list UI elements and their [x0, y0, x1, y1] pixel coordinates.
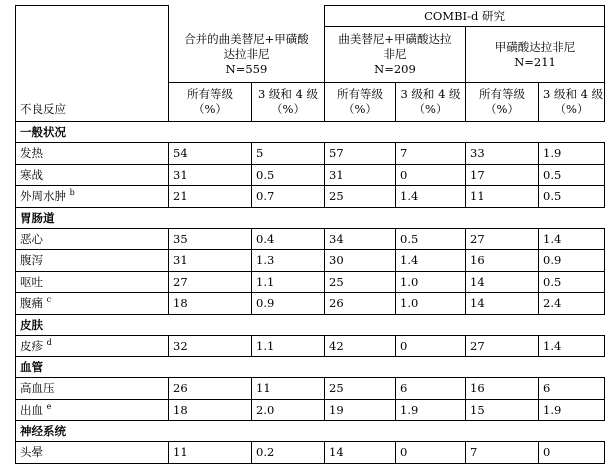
header-all-grades: 所有等级 （%）	[169, 83, 252, 122]
adverse-reaction-label: 出血	[20, 402, 43, 417]
value-cell: 31	[325, 164, 396, 186]
header-study: COMBI-d 研究	[325, 6, 605, 27]
value-cell: 14	[466, 293, 539, 315]
value-cell: 1.4	[539, 228, 605, 250]
value-cell: 0.5	[539, 186, 605, 208]
value-cell: 0	[539, 442, 605, 464]
value-cell: 21	[169, 186, 252, 208]
value-cell: 7	[396, 143, 466, 165]
value-cell: 31	[169, 250, 252, 272]
table-row	[16, 271, 605, 293]
value-cell: 14	[466, 271, 539, 293]
adverse-reactions-table	[15, 5, 605, 464]
value-cell: 26	[325, 293, 396, 315]
value-cell: 27	[466, 335, 539, 357]
adverse-reaction-name	[16, 335, 169, 357]
value-cell: 6	[539, 378, 605, 400]
value-cell: 1.1	[252, 335, 325, 357]
value-cell: 25	[325, 378, 396, 400]
table-row	[16, 143, 605, 165]
value-cell: 2.4	[539, 293, 605, 315]
value-cell: 0.9	[539, 250, 605, 272]
value-cell: 34	[325, 228, 396, 250]
table-row	[16, 250, 605, 272]
adverse-reaction-label: 腹泻	[20, 253, 43, 268]
value-cell: 27	[169, 271, 252, 293]
value-cell: 1.1	[252, 271, 325, 293]
value-cell: 11	[466, 186, 539, 208]
value-cell: 1.3	[252, 250, 325, 272]
header-grade34: 3 级和 4 级 （%）	[252, 83, 325, 122]
adverse-reaction-label: 寒战	[20, 167, 43, 182]
value-cell: 15	[466, 399, 539, 421]
header-all-grades: 所有等级 （%）	[325, 83, 396, 122]
value-cell: 1.0	[396, 293, 466, 315]
value-cell: 32	[169, 335, 252, 357]
value-cell: 16	[466, 378, 539, 400]
adverse-reaction-label: 皮疹	[20, 338, 43, 353]
value-cell: 27	[466, 228, 539, 250]
value-cell: 1.4	[396, 186, 466, 208]
value-cell: 42	[325, 335, 396, 357]
value-cell: 1.4	[539, 335, 605, 357]
table-row	[16, 442, 605, 464]
header-adverse-reaction: 不良反应	[16, 6, 169, 122]
value-cell: 0	[396, 335, 466, 357]
value-cell: 7	[466, 442, 539, 464]
adverse-reaction-name	[16, 293, 169, 315]
value-cell: 0.5	[396, 228, 466, 250]
adverse-reaction-name	[16, 164, 169, 186]
table-row	[16, 335, 605, 357]
header-group-pooled: 合并的曲美替尼+甲磺酸 达拉非尼 N=559	[169, 27, 325, 83]
value-cell: 0.7	[252, 186, 325, 208]
table-row	[16, 164, 605, 186]
value-cell: 2.0	[252, 399, 325, 421]
value-cell: 5	[252, 143, 325, 165]
adverse-reaction-label: 恶心	[20, 231, 43, 246]
value-cell: 0.5	[252, 164, 325, 186]
value-cell: 17	[466, 164, 539, 186]
value-cell: 54	[169, 143, 252, 165]
value-cell: 1.9	[396, 399, 466, 421]
table-row	[16, 399, 605, 421]
section-header	[16, 421, 605, 442]
value-cell: 57	[325, 143, 396, 165]
adverse-reaction-name	[16, 442, 169, 464]
table-row	[16, 293, 605, 315]
section-header	[16, 122, 605, 143]
header-blank	[169, 6, 325, 27]
adverse-reaction-name	[16, 399, 169, 421]
value-cell: 30	[325, 250, 396, 272]
value-cell: 11	[252, 378, 325, 400]
value-cell: 6	[396, 378, 466, 400]
value-cell: 35	[169, 228, 252, 250]
header-all-grades: 所有等级 （%）	[466, 83, 539, 122]
footnote-marker: e	[46, 401, 52, 411]
section-header	[16, 207, 605, 228]
adverse-reaction-name	[16, 250, 169, 272]
adverse-reaction-name	[16, 186, 169, 208]
value-cell: 25	[325, 186, 396, 208]
adverse-reaction-name	[16, 378, 169, 400]
header-group-mono: 甲磺酸达拉非尼 N=211	[466, 27, 605, 83]
value-cell: 31	[169, 164, 252, 186]
adverse-reaction-label: 高血压	[20, 381, 55, 396]
footnote-marker: d	[46, 337, 52, 347]
table-row	[16, 378, 605, 400]
adverse-reaction-label: 发热	[20, 146, 43, 161]
section-title: 神经系统	[16, 421, 605, 442]
header-grade34: 3 级和 4 级 （%）	[396, 83, 466, 122]
value-cell: 0	[396, 442, 466, 464]
footnote-marker: b	[69, 188, 75, 198]
footnote-marker: c	[46, 295, 52, 305]
section-header	[16, 314, 605, 335]
value-cell: 14	[325, 442, 396, 464]
adverse-reaction-label: 外周水肿	[20, 189, 66, 204]
table-row	[16, 186, 605, 208]
value-cell: 18	[169, 399, 252, 421]
adverse-reaction-name	[16, 271, 169, 293]
value-cell: 1.4	[396, 250, 466, 272]
value-cell: 19	[325, 399, 396, 421]
table-row	[16, 228, 605, 250]
value-cell: 25	[325, 271, 396, 293]
adverse-reaction-label: 呕吐	[20, 274, 43, 289]
value-cell: 0.5	[539, 271, 605, 293]
value-cell: 1.9	[539, 399, 605, 421]
header-group-combo: 曲美替尼+甲磺酸达拉 非尼 N=209	[325, 27, 466, 83]
value-cell: 0	[396, 164, 466, 186]
value-cell: 1.9	[539, 143, 605, 165]
section-title: 皮肤	[16, 314, 605, 335]
value-cell: 0.4	[252, 228, 325, 250]
value-cell: 1.0	[396, 271, 466, 293]
section-title: 胃肠道	[16, 207, 605, 228]
adverse-reaction-name	[16, 228, 169, 250]
value-cell: 0.9	[252, 293, 325, 315]
value-cell: 33	[466, 143, 539, 165]
section-title: 血管	[16, 357, 605, 378]
header-grade34: 3 级和 4 级 （%）	[539, 83, 605, 122]
adverse-reaction-name	[16, 143, 169, 165]
adverse-reaction-label: 腹痛	[20, 296, 43, 311]
value-cell: 0.5	[539, 164, 605, 186]
value-cell: 16	[466, 250, 539, 272]
value-cell: 11	[169, 442, 252, 464]
value-cell: 0.2	[252, 442, 325, 464]
section-title: 一般状况	[16, 122, 605, 143]
adverse-reaction-label: 头晕	[20, 445, 43, 460]
value-cell: 18	[169, 293, 252, 315]
value-cell: 26	[169, 378, 252, 400]
section-header	[16, 357, 605, 378]
